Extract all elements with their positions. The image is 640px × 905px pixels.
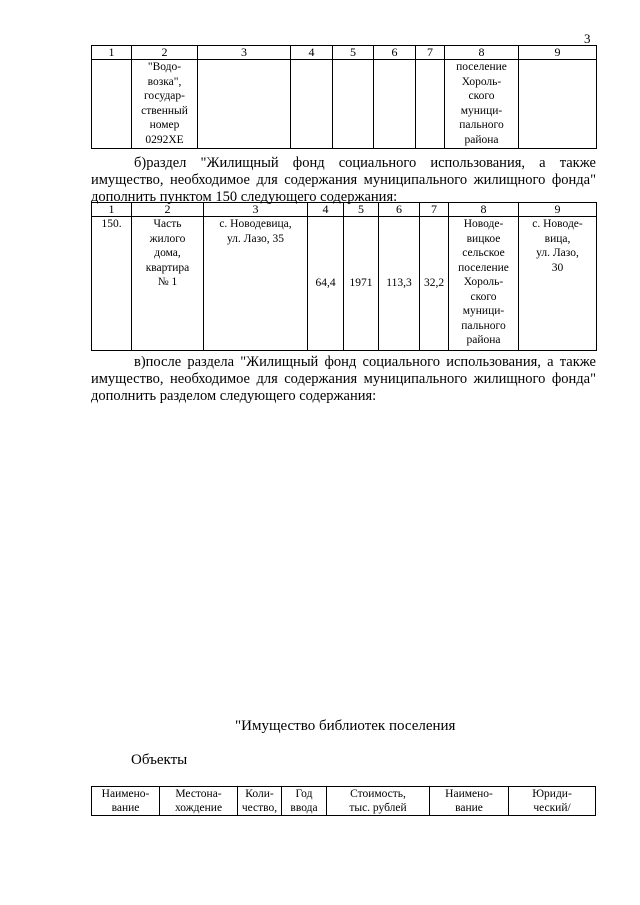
col-header: Коли- чество, (238, 787, 282, 816)
col-header: 3 (204, 203, 308, 217)
col-header: 5 (344, 203, 379, 217)
table-cell (291, 60, 333, 149)
col-header: 8 (449, 203, 519, 217)
table-cell: 1971 (344, 217, 379, 351)
table-cell: 113,3 (379, 217, 420, 351)
table-library-property (91, 786, 596, 816)
col-header: 6 (379, 203, 420, 217)
section-heading: "Имущество библиотек поселения (235, 718, 456, 734)
page-number: 3 (584, 31, 591, 46)
col-header: 9 (519, 46, 597, 60)
col-header: 2 (132, 46, 198, 60)
col-header: Стоимость, тыс. рублей (327, 787, 430, 816)
col-header: Юриди- ческий/ (509, 787, 596, 816)
col-header: 9 (519, 203, 597, 217)
table-cell: Часть жилого дома, квартира № 1 (132, 217, 204, 351)
table-header-row (92, 46, 597, 60)
table-cell (198, 60, 291, 149)
table-cell (92, 60, 132, 149)
table-row (92, 217, 597, 351)
col-header: Наимено- вание (430, 787, 509, 816)
col-header: 8 (445, 46, 519, 60)
col-header: Местона- хождение (160, 787, 238, 816)
paragraph-b: б)раздел "Жилищный фонд социального использования, а также имущество, необходимое для содержания муниципального жилищного фонда" дополнить пунктом 150 следующего содержания: (91, 155, 596, 205)
table-cell (416, 60, 445, 149)
col-header: 2 (132, 203, 204, 217)
table-cell: поселение Хороль- ского муници- пального района (445, 60, 519, 149)
table-cell: 64,4 (308, 217, 344, 351)
table-header-row (92, 787, 596, 816)
table-item-150 (91, 202, 597, 351)
paragraph-v: в)после раздела "Жилищный фонд социального использования, а также имущество, необходимое для содержания муниципального жилищного фонда" дополнить разделом следующего содержания: (91, 354, 596, 404)
table-cell: 150. (92, 217, 132, 351)
table-cell: с. Новоде- вица, ул. Лазо, 30 (519, 217, 597, 351)
col-header: Наимено- вание (92, 787, 160, 816)
table-continuation-water-truck (91, 45, 597, 149)
table-cell: "Водо- возка", государ- ственный номер 0292ХЕ (132, 60, 198, 149)
col-header: 6 (374, 46, 416, 60)
col-header: 5 (333, 46, 374, 60)
subsection-heading: Объекты (131, 752, 188, 768)
col-header: 7 (416, 46, 445, 60)
table-cell (333, 60, 374, 149)
col-header: 1 (92, 46, 132, 60)
col-header: 3 (198, 46, 291, 60)
table-cell (374, 60, 416, 149)
table-row (92, 60, 597, 149)
col-header: 4 (308, 203, 344, 217)
table-cell: 32,2 (420, 217, 449, 351)
col-header: Год ввода (282, 787, 327, 816)
table-cell: с. Новодевица, ул. Лазо, 35 (204, 217, 308, 351)
table-cell (519, 60, 597, 149)
col-header: 7 (420, 203, 449, 217)
col-header: 1 (92, 203, 132, 217)
table-header-row (92, 203, 597, 217)
table-cell: Новоде- вицкое сельское поселение Хороль- ского муници- пального района (449, 217, 519, 351)
col-header: 4 (291, 46, 333, 60)
